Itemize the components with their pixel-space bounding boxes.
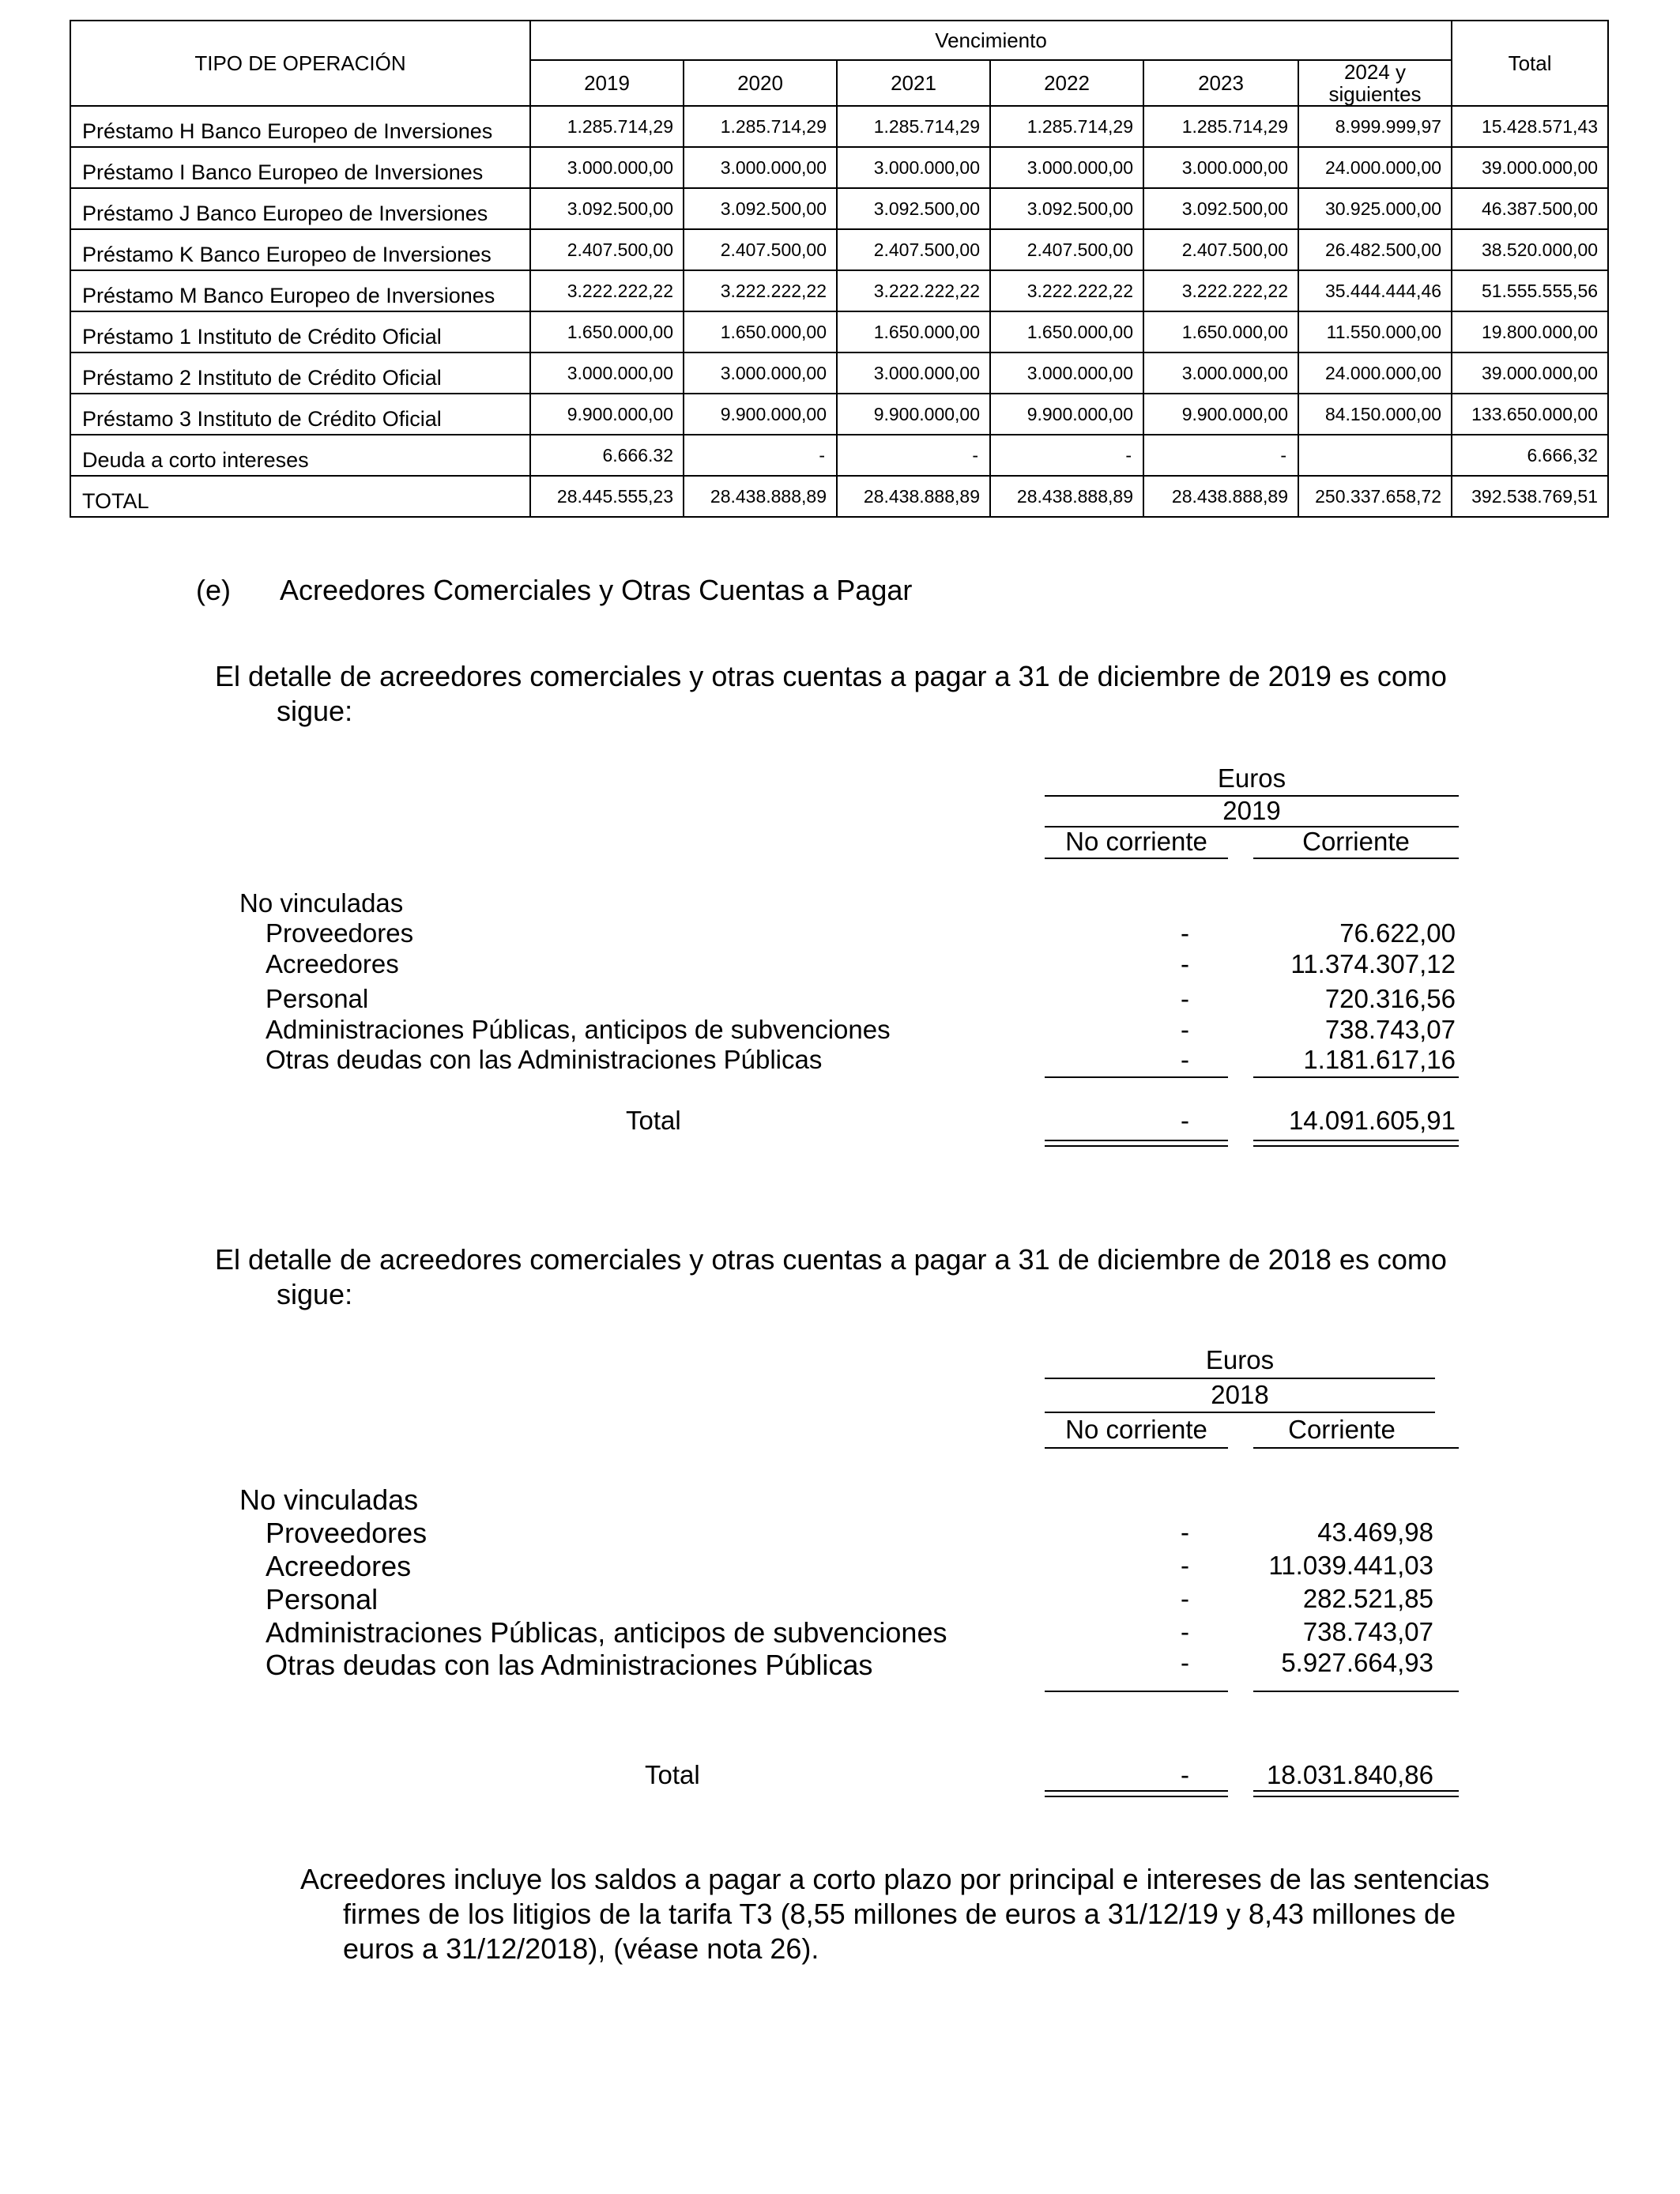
loan-row-value: 24.000.000,00 (1298, 352, 1452, 394)
loan-row-value: 1.285.714,29 (530, 106, 684, 147)
subtotal-rule (1045, 1691, 1228, 1692)
header-year: 2023 (1143, 60, 1298, 106)
row-no-corriente: - (1181, 918, 1189, 948)
loan-row-value: 250.337.658,72 (1298, 476, 1452, 517)
loan-row-value: 2.407.500,00 (837, 229, 990, 270)
loan-row-value: - (837, 435, 990, 476)
loan-row-value: - (1143, 435, 1298, 476)
loan-row-value: 3.000.000,00 (684, 147, 837, 188)
header-year: 2021 (837, 60, 990, 106)
loan-table-body (70, 106, 1608, 517)
loan-row (70, 476, 1608, 517)
loan-row-value: 3.000.000,00 (530, 352, 684, 394)
header-rule (1045, 1412, 1435, 1413)
loan-row-value: 1.285.714,29 (1143, 106, 1298, 147)
header-rule (1253, 858, 1459, 859)
row-label: Acreedores (266, 949, 399, 978)
loan-row-value: 3.092.500,00 (990, 188, 1143, 229)
loan-row-value: 19.800.000,00 (1452, 311, 1608, 352)
loan-row-label: Préstamo M Banco Europeo de Inversiones (70, 270, 530, 311)
header-total: Total (1452, 21, 1608, 106)
header-rule (1045, 1447, 1228, 1449)
loan-row-value: 6.666.32 (530, 435, 684, 476)
total-corriente: 18.031.840,86 (1266, 1760, 1433, 1789)
row-label: Proveedores (266, 918, 414, 948)
row-corriente: 738.743,07 (1324, 1015, 1456, 1044)
loan-row-value: 51.555.555,56 (1452, 270, 1608, 311)
header-maturity: Vencimiento (530, 21, 1452, 60)
header-operation-type: TIPO DE OPERACIÓN (70, 21, 530, 106)
subtotal-rule (1045, 1076, 1228, 1078)
row-no-corriente: - (1181, 1648, 1189, 1677)
row-corriente: 43.469,98 (1317, 1517, 1433, 1547)
row-corriente: 738.743,07 (1302, 1617, 1433, 1646)
loan-row-value: 3.000.000,00 (1143, 352, 1298, 394)
loan-row-value: 9.900.000,00 (990, 394, 1143, 435)
loan-row-value: 1.285.714,29 (990, 106, 1143, 147)
loan-row-value: 38.520.000,00 (1452, 229, 1608, 270)
section-marker: (e) (196, 574, 231, 606)
header-year: 2019 (530, 60, 684, 106)
loan-row (70, 147, 1608, 188)
loan-row-value: 1.650.000,00 (684, 311, 837, 352)
loan-row-value: 26.482.500,00 (1298, 229, 1452, 270)
group-label: No vinculadas (239, 888, 404, 918)
loan-row-value: 9.900.000,00 (837, 394, 990, 435)
loan-row-value: 15.428.571,43 (1452, 106, 1608, 147)
loan-row-value: 3.222.222,22 (990, 270, 1143, 311)
currency-header: Euros (1217, 763, 1286, 793)
total-label: Total (626, 1106, 681, 1135)
loan-row-label: Deuda a corto intereses (70, 435, 530, 476)
loan-row-value: 3.092.500,00 (837, 188, 990, 229)
row-corriente: 76.622,00 (1339, 918, 1456, 948)
footnote-paragraph (300, 1862, 1544, 1966)
loan-row-value: 1.650.000,00 (1143, 311, 1298, 352)
group-label: No vinculadas (239, 1483, 419, 1516)
row-no-corriente: - (1181, 1584, 1189, 1613)
row-no-corriente: - (1181, 1045, 1189, 1074)
total-double-rule (1045, 1790, 1228, 1797)
row-label: Proveedores (266, 1517, 428, 1549)
loan-row-label: Préstamo 3 Instituto de Crédito Oficial (70, 394, 530, 435)
subtotal-rule (1253, 1691, 1459, 1692)
intro-line: El detalle de acreedores comerciales y otras cuentas a pagar a 31 de diciembre de 2018 es como (215, 1243, 1447, 1276)
loan-row-value: 133.650.000,00 (1452, 394, 1608, 435)
loan-row-value: 28.445.555,23 (530, 476, 684, 517)
loan-row-value: 3.000.000,00 (990, 352, 1143, 394)
loan-row-label: Préstamo H Banco Europeo de Inversiones (70, 106, 530, 147)
column-no-corriente: No corriente (1065, 827, 1207, 856)
row-no-corriente: - (1181, 1517, 1189, 1547)
loan-row-value: - (684, 435, 837, 476)
loan-row-value: 1.650.000,00 (990, 311, 1143, 352)
loan-row (70, 188, 1608, 229)
loan-row-value: 2.407.500,00 (530, 229, 684, 270)
total-label: Total (645, 1760, 700, 1789)
loan-row (70, 229, 1608, 270)
row-corriente: 1.181.617,16 (1303, 1045, 1456, 1074)
footnote-line: Acreedores incluye los saldos a pagar a corto plazo por principal e intereses de las sentencias (300, 1863, 1490, 1895)
year-header: 2018 (1211, 1380, 1269, 1409)
intro-line: sigue: (277, 1278, 353, 1310)
total-corriente: 14.091.605,91 (1288, 1106, 1456, 1135)
row-corriente: 5.927.664,93 (1281, 1648, 1433, 1677)
column-corriente: Corriente (1302, 827, 1410, 856)
intro-line: sigue: (277, 695, 353, 727)
currency-header: Euros (1205, 1345, 1275, 1374)
row-label: Administraciones Públicas, anticipos de subvenciones (266, 1015, 891, 1044)
loan-row-value: 3.000.000,00 (837, 352, 990, 394)
loan-row-value: 28.438.888,89 (837, 476, 990, 517)
loan-row-value: 3.000.000,00 (837, 147, 990, 188)
header-year: 2022 (990, 60, 1143, 106)
row-no-corriente: - (1181, 1617, 1189, 1646)
loan-row (70, 394, 1608, 435)
loan-row-label: TOTAL (70, 476, 530, 517)
loan-row-value: 3.222.222,22 (684, 270, 837, 311)
total-double-rule (1253, 1790, 1459, 1797)
loan-row-value: 28.438.888,89 (990, 476, 1143, 517)
loan-row-label: Préstamo J Banco Europeo de Inversiones (70, 188, 530, 229)
year-header: 2019 (1222, 796, 1281, 825)
loan-row-value: 1.285.714,29 (684, 106, 837, 147)
loan-row-value: 24.000.000,00 (1298, 147, 1452, 188)
loan-row-value: 30.925.000,00 (1298, 188, 1452, 229)
loan-row-value: 3.092.500,00 (530, 188, 684, 229)
loan-row-value (1298, 435, 1452, 476)
loan-row (70, 435, 1608, 476)
header-year: 2020 (684, 60, 837, 106)
loan-row-value: 6.666,32 (1452, 435, 1608, 476)
column-corriente: Corriente (1288, 1415, 1396, 1444)
row-corriente: 282.521,85 (1302, 1584, 1433, 1613)
loan-row-value: 3.222.222,22 (1143, 270, 1298, 311)
total-no-corriente: - (1181, 1106, 1189, 1135)
loan-row-label: Préstamo 1 Instituto de Crédito Oficial (70, 311, 530, 352)
row-corriente: 11.039.441,03 (1268, 1551, 1433, 1580)
loan-row (70, 270, 1608, 311)
header-rule (1045, 858, 1228, 859)
row-label: Acreedores (266, 1550, 412, 1582)
subtotal-rule (1253, 1076, 1459, 1078)
column-no-corriente: No corriente (1065, 1415, 1207, 1444)
loan-row-value: 3.092.500,00 (684, 188, 837, 229)
loan-row-value: 1.650.000,00 (530, 311, 684, 352)
loan-row-value: 9.900.000,00 (530, 394, 684, 435)
loan-row-value: 1.650.000,00 (837, 311, 990, 352)
loan-row-value: 39.000.000,00 (1452, 352, 1608, 394)
loan-row-value: 28.438.888,89 (1143, 476, 1298, 517)
row-label: Otras deudas con las Administraciones Públicas (266, 1649, 873, 1681)
row-no-corriente: - (1181, 1551, 1189, 1580)
loan-row-value: 39.000.000,00 (1452, 147, 1608, 188)
loan-row-label: Préstamo 2 Instituto de Crédito Oficial (70, 352, 530, 394)
loan-row-value: 28.438.888,89 (684, 476, 837, 517)
header-rule (1045, 1378, 1435, 1379)
section-title: Acreedores Comerciales y Otras Cuentas a Pagar (280, 574, 913, 606)
loan-row-value: 2.407.500,00 (990, 229, 1143, 270)
loan-row-value: 1.285.714,29 (837, 106, 990, 147)
total-double-rule (1253, 1140, 1459, 1147)
row-no-corriente: - (1181, 984, 1189, 1013)
loan-row-value: 2.407.500,00 (1143, 229, 1298, 270)
footnote-line: euros a 31/12/2018), (véase nota 26). (343, 1932, 819, 1965)
loan-row-value: 392.538.769,51 (1452, 476, 1608, 517)
row-label: Personal (266, 1583, 379, 1615)
row-label: Administraciones Públicas, anticipos de subvenciones (266, 1616, 947, 1649)
loan-row-value: 3.000.000,00 (990, 147, 1143, 188)
header-year: 2024 y siguientes (1298, 60, 1452, 106)
loan-row-label: Préstamo I Banco Europeo de Inversiones (70, 147, 530, 188)
row-label: Otras deudas con las Administraciones Públicas (266, 1045, 823, 1074)
loan-row-value: 3.000.000,00 (530, 147, 684, 188)
row-no-corriente: - (1181, 949, 1189, 978)
loan-maturity-table (70, 20, 1609, 518)
loan-row-value: 11.550.000,00 (1298, 311, 1452, 352)
total-no-corriente: - (1181, 1760, 1189, 1789)
header-rule (1253, 1447, 1459, 1449)
loan-row-value: 3.000.000,00 (684, 352, 837, 394)
loan-row (70, 106, 1608, 147)
total-double-rule (1045, 1140, 1228, 1147)
loan-row-value: 9.900.000,00 (1143, 394, 1298, 435)
loan-row-value: 84.150.000,00 (1298, 394, 1452, 435)
loan-row-value: 3.222.222,22 (530, 270, 684, 311)
intro-line: El detalle de acreedores comerciales y otras cuentas a pagar a 31 de diciembre de 2019 es como (215, 660, 1447, 692)
row-corriente: 720.316,56 (1324, 984, 1456, 1013)
intro-paragraph-2019 (215, 659, 1544, 729)
loan-row-value: 2.407.500,00 (684, 229, 837, 270)
loan-row-value: 3.222.222,22 (837, 270, 990, 311)
row-label: Personal (266, 984, 369, 1013)
loan-row-value: 3.000.000,00 (1143, 147, 1298, 188)
loan-row-value: 3.092.500,00 (1143, 188, 1298, 229)
loan-row-value: 9.900.000,00 (684, 394, 837, 435)
row-corriente: 11.374.307,12 (1290, 949, 1456, 978)
loan-row (70, 311, 1608, 352)
loan-row (70, 352, 1608, 394)
loan-row-label: Préstamo K Banco Europeo de Inversiones (70, 229, 530, 270)
loan-row-value: 35.444.444,46 (1298, 270, 1452, 311)
loan-row-value: - (990, 435, 1143, 476)
loan-row-value: 46.387.500,00 (1452, 188, 1608, 229)
intro-paragraph-2018 (215, 1242, 1544, 1312)
row-no-corriente: - (1181, 1015, 1189, 1044)
footnote-line: firmes de los litigios de la tarifa T3 (8,55 millones de euros a 31/12/19 y 8,43 millones de (343, 1898, 1456, 1930)
loan-row-value: 8.999.999,97 (1298, 106, 1452, 147)
